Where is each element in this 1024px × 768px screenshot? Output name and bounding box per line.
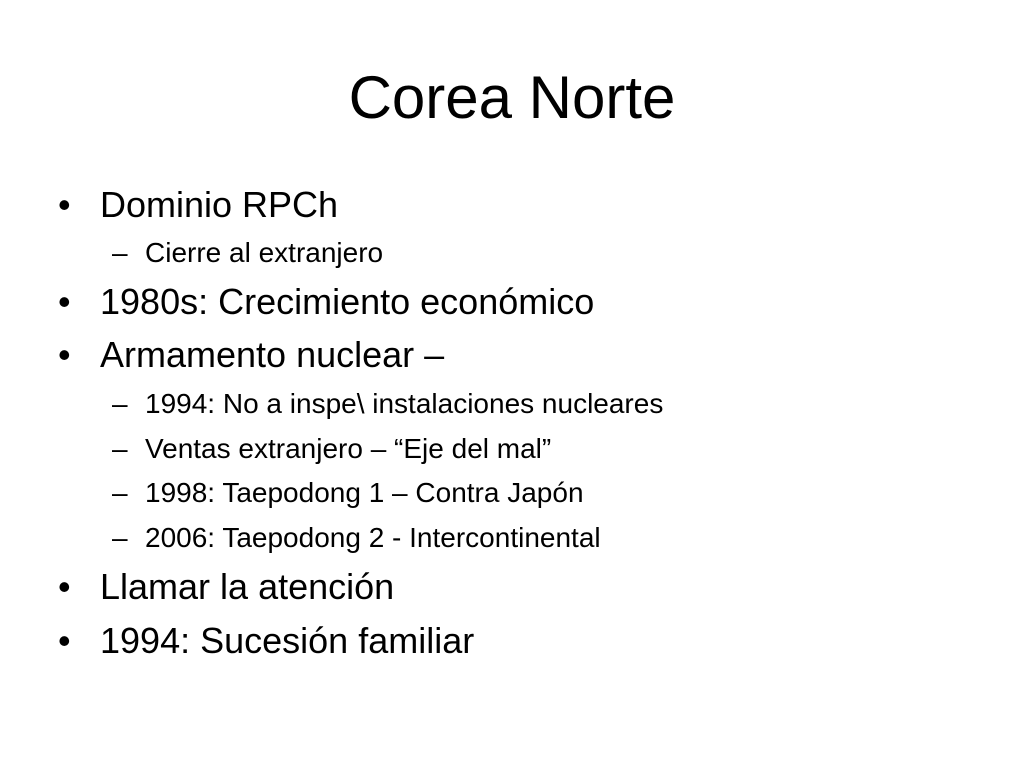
bullet-text: Llamar la atención xyxy=(100,566,395,607)
sub-bullet-text: 1998: Taepodong 1 – Contra Japón xyxy=(145,477,584,508)
sub-bullet-text: 1994: No a inspe\ instalaciones nucleares xyxy=(145,388,664,419)
sub-bullet-text: 2006: Taepodong 2 - Intercontinental xyxy=(145,522,601,553)
slide-title: Corea Norte xyxy=(348,64,676,131)
sub-bullet-text: Cierre al extranjero xyxy=(145,237,384,268)
sub-bullet-marker: – xyxy=(112,388,128,419)
bullet-marker: • xyxy=(58,620,71,661)
bullet-marker: • xyxy=(58,334,71,375)
bullet-marker: • xyxy=(58,184,71,225)
bullet-marker: • xyxy=(58,566,71,607)
sub-bullet-marker: – xyxy=(112,433,128,464)
bullet-text: 1994: Sucesión familiar xyxy=(100,620,475,661)
sub-bullet-text: Ventas extranjero – “Eje del mal” xyxy=(145,433,552,464)
bullet-marker: • xyxy=(58,281,71,322)
bullet-text: 1980s: Crecimiento económico xyxy=(100,281,595,322)
sub-bullet-marker: – xyxy=(112,477,128,508)
sub-bullet-marker: – xyxy=(112,522,128,553)
bullet-text: Dominio RPCh xyxy=(100,184,339,225)
sub-bullet-marker: – xyxy=(112,237,128,268)
bullet-text: Armamento nuclear – xyxy=(100,334,445,375)
